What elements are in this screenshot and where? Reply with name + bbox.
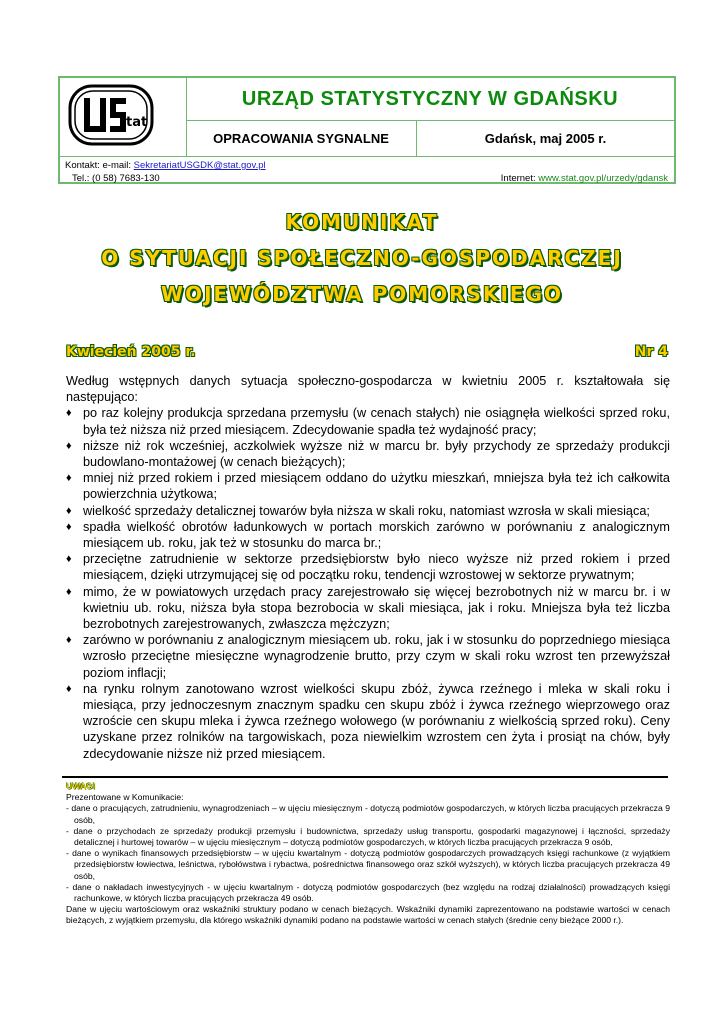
- notes-footer: Dane w ujęciu wartościowym oraz wskaźniki struktury podano w cenach bieżących. Wskaźniki dynamiki zaprezentowano na podstawie wartości w cenach bieżących, z wyjątkiem przemysłu, dla którego wskaźniki dynamiki podano na podstawie wartości w cenach stałych (średnie ceny bieżące 2000 r.).: [66, 904, 670, 926]
- list-item: ♦ zarówno w porównaniu z analogicznym miesiącem ub. roku, jak i w stosunku do poprzedniego miesiąca wzrosło przeciętne miesięczne wynagrodzenie brutto, przy czym w skali roku wzrost ten przewyższał poziom inflacji;: [66, 633, 670, 680]
- diamond-bullet-icon: ♦: [66, 439, 72, 452]
- diamond-bullet-icon: ♦: [66, 504, 72, 517]
- title-line-3: WOJEWÓDZTWA POMORSKIEGO: [161, 282, 563, 306]
- notes-item: - dane o wynikach finansowych przedsiębiorstw – w ujęciu kwartalnym - dotyczą podmiotów gospodarczych prowadzących księgi rachunkowe (z wyjątkiem przedsiębiorstw łowiectwa, leśnictwa, rybołówstwa i rybactwa, pośrednictwa finansowego oraz szkół wyższych), w których liczba pracujących przekracza 49 osób,: [66, 848, 670, 881]
- office-title-cell: [186, 78, 674, 121]
- logo-cell: [60, 78, 187, 156]
- place-date: Gdańsk, maj 2005 r.: [484, 130, 607, 146]
- list-item: ♦ przeciętne zatrudnienie w sektorze przedsiębiorstw było nieco wyższe niż przed rokiem i przed miesiącem, dzięki utrzymującej się od początku roku, tendencji wzrostowej w sektorze prywatnym;: [66, 552, 670, 583]
- title-line-2: O SYTUACJI SPOŁECZNO-GOSPODARCZEJ: [101, 246, 623, 270]
- report-body: [66, 373, 670, 762]
- contact-email-line: [65, 160, 266, 171]
- contact-web-line: [501, 173, 668, 184]
- diamond-bullet-icon: ♦: [66, 472, 72, 485]
- contact-row: [60, 156, 674, 182]
- contact-email-link[interactable]: SekretariatUSGDK@stat.gov.pl: [133, 160, 266, 171]
- diamond-bullet-icon: ♦: [66, 407, 72, 420]
- notes-divider: [62, 776, 668, 778]
- list-item: ♦ spadła wielkość obrotów ładunkowych w portach morskich zarówno w porównaniu z analogicznym miesiącem ub. roku, jak też w stosunku do marca br.;: [66, 519, 670, 551]
- notes-intro: Prezentowane w Komunikacie:: [66, 792, 184, 803]
- list-item: ♦ niższe niż rok wcześniej, aczkolwiek wyższe niż w marcu br. były przychody ze sprzedaży produkcji budowlano-montażowej (w cenach bieżących);: [66, 438, 670, 470]
- intro-paragraph: Według wstępnych danych sytuacja społeczno-gospodarcza w kwietniu 2005 r. kształtowała się następująco:: [66, 374, 670, 405]
- header-box: [58, 76, 676, 184]
- notes-item: - dane o nakładach inwestycyjnych - w ujęciu kwartalnym - dotyczą podmiotów gospodarczych (bez względu na rodzaj działalności) prowadzących księgi rachunkowe, w których liczba pracujących przekracza 49 osób.: [66, 881, 670, 904]
- notes-heading: UWAGI: [66, 781, 96, 791]
- internet-label: Internet:: [500, 173, 536, 184]
- report-number: Nr 4: [634, 344, 668, 360]
- diamond-bullet-icon: ♦: [66, 585, 72, 598]
- series-label: OPRACOWANIA SYGNALNE: [213, 130, 389, 146]
- ustat-logo: [68, 84, 154, 146]
- diamond-bullet-icon: ♦: [66, 682, 72, 695]
- date-cell: [417, 120, 674, 156]
- report-period: Kwiecień 2005 r.: [66, 344, 196, 360]
- list-item: ♦ po raz kolejny produkcja sprzedana przemysłu (w cenach stałych) nie osiągnęła wielkości sprzed roku, była też niższa niż przed miesiącem. Zdecydowanie spadła też wydajność pracy;: [66, 406, 670, 437]
- diamond-bullet-icon: ♦: [66, 520, 72, 533]
- series-cell: [186, 120, 417, 156]
- internet-link[interactable]: www.stat.gov.pl/urzedy/gdansk: [538, 173, 668, 184]
- list-item: ♦ wielkość sprzedaży detalicznej towarów była niższa w skali roku, natomiast wzrosła w skali miesiąca;: [66, 503, 650, 518]
- contact-phone: Tel.: (0 58) 7683-130: [72, 173, 160, 184]
- diamond-bullet-icon: ♦: [66, 553, 72, 566]
- diamond-bullet-icon: ♦: [66, 634, 72, 647]
- notes-item: - dane o pracujących, zatrudnieniu, wynagrodzeniach – w ujęciu miesięcznym - dotyczą podmiotów gospodarczych, w których liczba pracujących przekracza 9 osób,: [66, 803, 670, 825]
- notes-section: [66, 781, 670, 927]
- office-title: URZĄD STATYSTYCZNY W GDAŃSKU: [241, 87, 619, 110]
- list-item: ♦ mimo, że w powiatowych urzędach pracy zarejestrowało się więcej bezrobotnych niż w marcu br. i w kwietniu ub. roku, niższa była stopa bezrobocia w skali miesiąca, jak i roku. Mniejsza była też liczba bezrobotnych zarejestrowanych, zwłaszcza mężczyzn;: [66, 584, 670, 632]
- notes-item: - dane o przychodach ze sprzedaży produkcji przemysłu i budownictwa, sprzedaży usług transportu, gospodarki magazynowej i łączności, sprzedaży detalicznej i hurtowej towarów – w ujęciu miesięcznym – dotyczą podmiotów gospodarczych, w których liczba pracujących przekracza 9 osób,: [66, 825, 670, 848]
- list-item: ♦ na rynku rolnym zanotowano wzrost wielkości skupu zbóż, żywca rzeźnego i mleka w skali roku i miesiąca, przy jednoczesnym znacznym spadku cen skupu zbóż i żywca rzeźnego wieprzowego oraz wzroście cen skupu mleka i żywca rzeźnego wołowego (w porównaniu z wielkością sprzed roku). Ceny uzyskane przez rolników na targowiskach, poza niewielkim wzrostem cen żyta i prosiąt na chów, były zdecydowanie niższe niż przed miesiącem.: [66, 681, 670, 761]
- svg-text:tat: tat: [126, 115, 148, 130]
- title-line-1: KOMUNIKAT: [285, 210, 439, 234]
- summary-list: [66, 405, 670, 761]
- list-item: ♦ mniej niż przed rokiem i przed miesiącem oddano do użytku mieszkań, mniejsza była też ich całkowita powierzchnia użytkowa;: [66, 471, 670, 502]
- contact-email-label: Kontakt: e-mail:: [65, 160, 131, 171]
